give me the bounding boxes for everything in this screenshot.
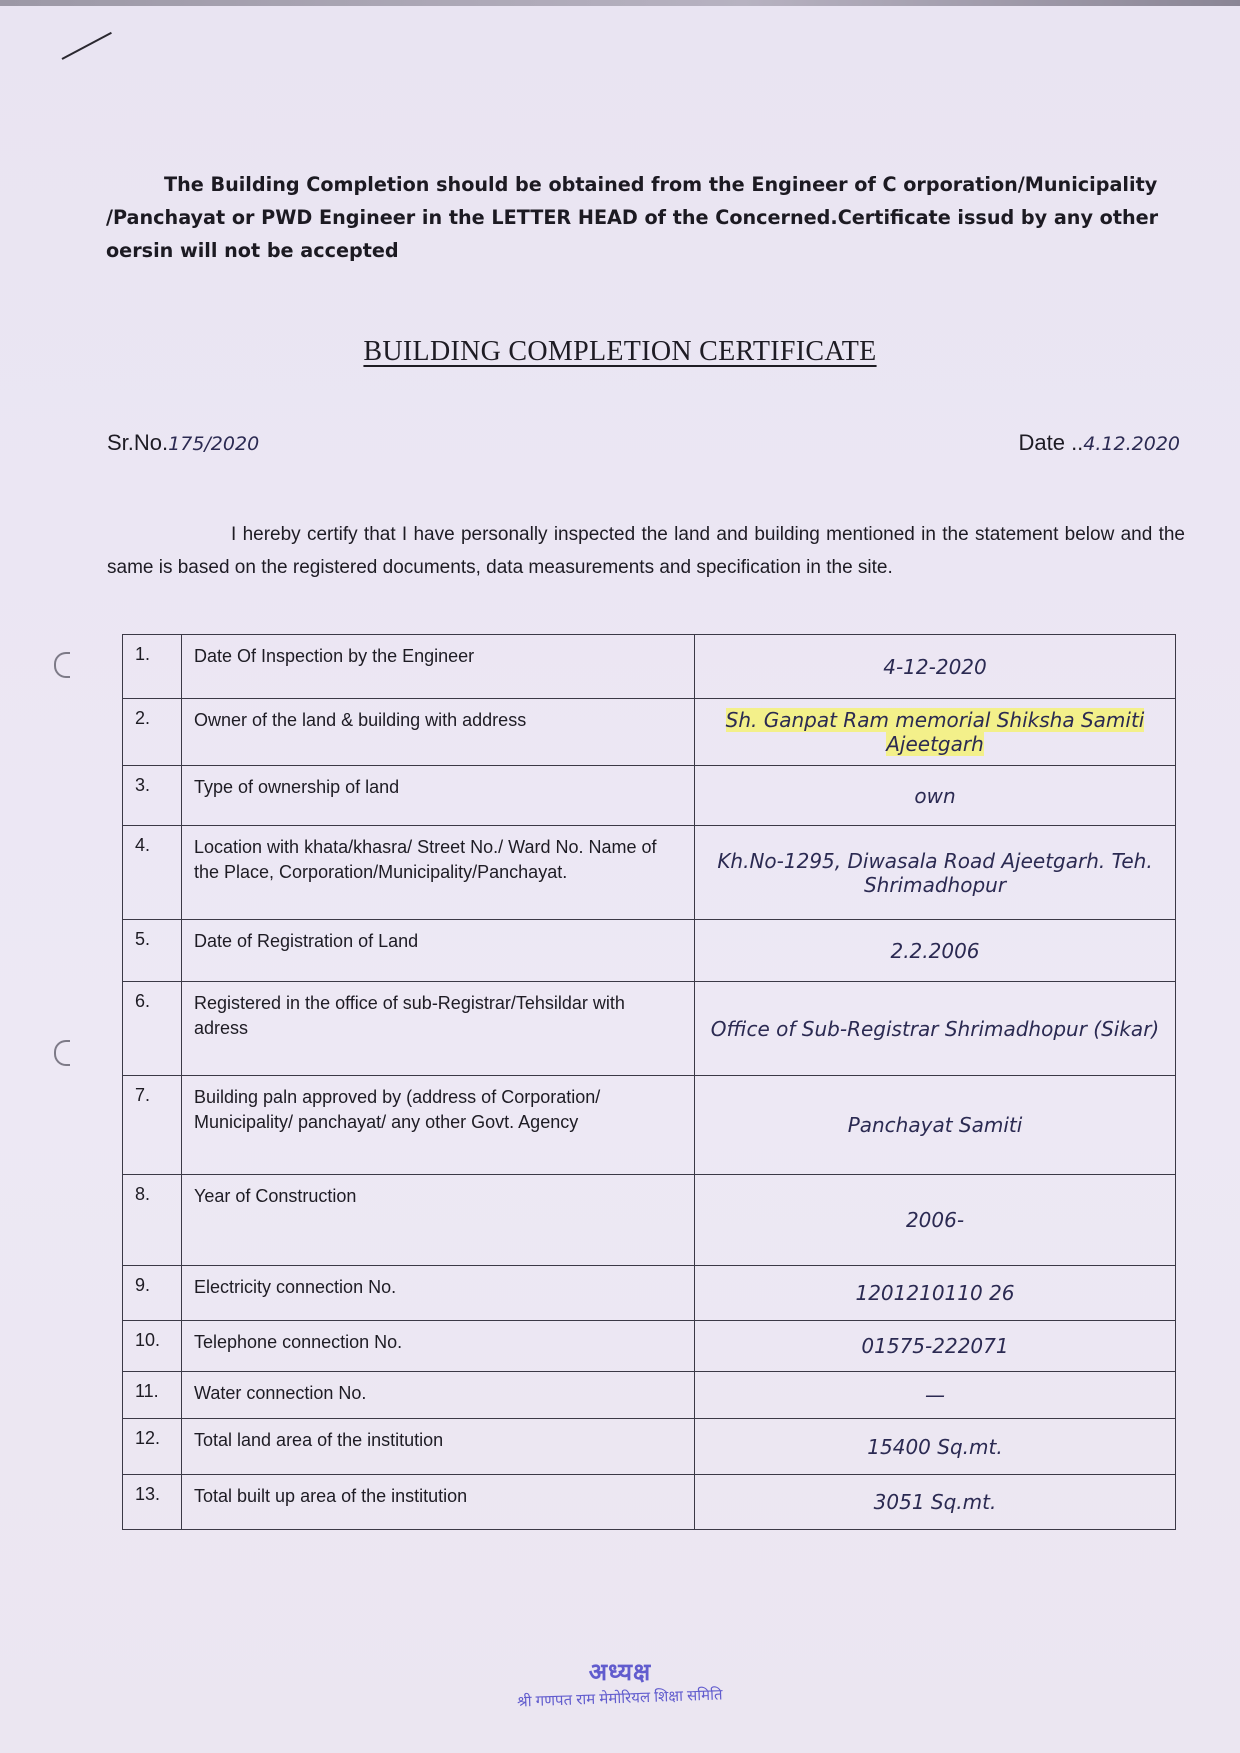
table-row bbox=[123, 1175, 1176, 1266]
row-value bbox=[695, 699, 1176, 766]
instruction-note: The Building Completion should be obtained from the Engineer of C orporation/Municipality /Panchayat or PWD Engineer in the LETTER HEAD of the Concerned.Certificate issud by any other oersin will not be accepted bbox=[106, 173, 1159, 262]
row-label: Total built up area of the institution bbox=[182, 1475, 695, 1530]
chairman-stamp bbox=[0, 1655, 1240, 1711]
serial-number bbox=[107, 430, 259, 456]
row-label: Total land area of the institution bbox=[182, 1419, 695, 1475]
handwritten-entry: 3051 Sq.mt. bbox=[873, 1490, 997, 1514]
row-number: 2. bbox=[123, 699, 182, 766]
row-value bbox=[695, 1175, 1176, 1266]
scan-top-edge bbox=[0, 0, 1240, 6]
table-row bbox=[123, 1475, 1176, 1530]
certificate-title: BUILDING COMPLETION CERTIFICATE bbox=[363, 336, 877, 367]
handwritten-entry: 2006- bbox=[905, 1208, 965, 1232]
row-label: Electricity connection No. bbox=[182, 1266, 695, 1321]
handwritten-entry: — bbox=[925, 1383, 945, 1407]
handwritten-entry: Panchayat Samiti bbox=[847, 1113, 1023, 1137]
table-row bbox=[123, 699, 1176, 766]
row-number: 4. bbox=[123, 826, 182, 920]
row-value bbox=[695, 1266, 1176, 1321]
row-number: 6. bbox=[123, 982, 182, 1076]
binder-hole-icon bbox=[54, 652, 70, 678]
row-value bbox=[695, 826, 1176, 920]
handwritten-entry: Sh. Ganpat Ram memorial Shiksha Samiti Ajeetgarh bbox=[725, 708, 1145, 756]
certification-statement: I hereby certify that I have personally inspected the land and building mentioned in the statement below and the same is based on the registered documents, data measurements and specification in the site. bbox=[107, 524, 1185, 578]
row-value bbox=[695, 635, 1176, 699]
date-label: Date .. bbox=[1018, 430, 1084, 455]
handwritten-entry: 2.2.2006 bbox=[890, 938, 980, 963]
row-label: Date of Registration of Land bbox=[182, 920, 695, 982]
row-value bbox=[695, 1321, 1176, 1372]
row-label: Type of ownership of land bbox=[182, 766, 695, 826]
stamp-organisation: श्री गणपत राम मेमोरियल शिक्षा समिति bbox=[516, 1686, 724, 1711]
table-row bbox=[123, 1266, 1176, 1321]
date-value: 4.12.2020 bbox=[1083, 433, 1180, 455]
table-row bbox=[123, 766, 1176, 826]
row-number: 5. bbox=[123, 920, 182, 982]
handwritten-entry: Office of Sub-Registrar Shrimadhopur (Sikar) bbox=[710, 1016, 1160, 1041]
row-value bbox=[695, 1076, 1176, 1175]
row-value bbox=[695, 766, 1176, 826]
row-label: Registered in the office of sub-Registrar/Tehsildar with adress bbox=[182, 982, 695, 1076]
stamp-title: अध्यक्ष bbox=[588, 1659, 652, 1686]
handwritten-entry: 15400 Sq.mt. bbox=[867, 1434, 1003, 1459]
table-row bbox=[123, 635, 1176, 699]
row-number: 11. bbox=[123, 1372, 182, 1419]
row-label: Date Of Inspection by the Engineer bbox=[182, 635, 695, 699]
table-row bbox=[123, 1419, 1176, 1475]
row-label: Year of Construction bbox=[182, 1175, 695, 1266]
row-number: 7. bbox=[123, 1076, 182, 1175]
row-label: Location with khata/khasra/ Street No./ Ward No. Name of the Place, Corporation/Municipality/Panchayat. bbox=[182, 826, 695, 920]
row-value bbox=[695, 1419, 1176, 1475]
serial-number-label: Sr.No. bbox=[107, 430, 169, 455]
table-row bbox=[123, 982, 1176, 1076]
row-number: 8. bbox=[123, 1175, 182, 1266]
row-number: 1. bbox=[123, 635, 182, 699]
table-row bbox=[123, 1372, 1176, 1419]
details-table bbox=[122, 634, 1176, 1530]
row-value bbox=[695, 920, 1176, 982]
row-number: 10. bbox=[123, 1321, 182, 1372]
handwritten-entry: 1201210110 26 bbox=[855, 1281, 1015, 1305]
table-row bbox=[123, 1321, 1176, 1372]
row-value bbox=[695, 982, 1176, 1076]
table-row bbox=[123, 826, 1176, 920]
table-row bbox=[123, 920, 1176, 982]
row-number: 12. bbox=[123, 1419, 182, 1475]
handwritten-entry: Kh.No-1295, Diwasala Road Ajeetgarh. Teh. Shrimadhopur bbox=[717, 848, 1153, 897]
row-number: 13. bbox=[123, 1475, 182, 1530]
handwritten-entry: 4-12-2020 bbox=[883, 654, 987, 679]
row-value bbox=[695, 1372, 1176, 1419]
row-label: Building paln approved by (address of Corporation/ Municipality/ panchayat/ any other Govt. Agency bbox=[182, 1076, 695, 1175]
pen-mark bbox=[62, 32, 112, 60]
serial-number-value: 175/2020 bbox=[168, 433, 260, 455]
row-value bbox=[695, 1475, 1176, 1530]
table-row bbox=[123, 1076, 1176, 1175]
row-label: Telephone connection No. bbox=[182, 1321, 695, 1372]
row-label: Water connection No. bbox=[182, 1372, 695, 1419]
handwritten-entry: own bbox=[914, 783, 956, 808]
handwritten-entry: 01575-222071 bbox=[861, 1334, 1009, 1358]
row-number: 9. bbox=[123, 1266, 182, 1321]
row-label: Owner of the land & building with address bbox=[182, 699, 695, 766]
certificate-date bbox=[1018, 430, 1180, 456]
binder-hole-icon bbox=[54, 1040, 70, 1066]
row-number: 3. bbox=[123, 766, 182, 826]
